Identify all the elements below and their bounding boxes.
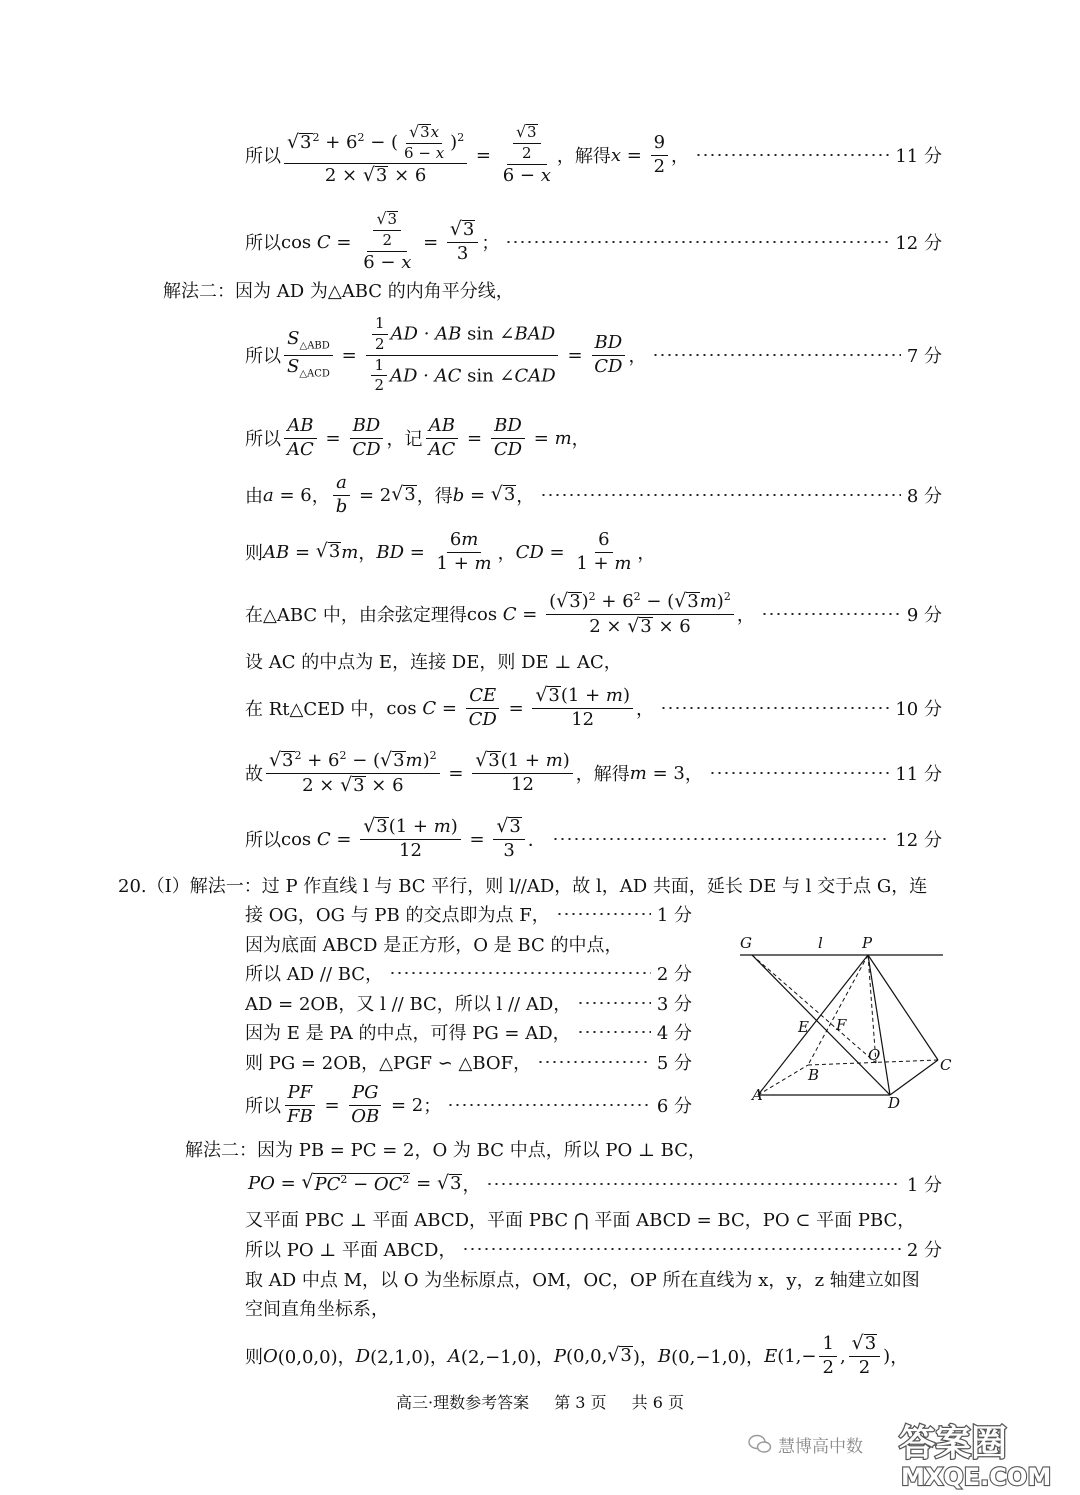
math-expression: √ 3 $^2 + 6^2$ − ( √ 3 m)$^2$ 2 × √ 3 × 6 = √ 3 (1 + m) 12 — [263, 750, 576, 796]
label-c: C — [940, 1056, 952, 1074]
line-8 — [0, 590, 1080, 637]
text: 所以 — [245, 429, 281, 450]
text: 所以 — [245, 1096, 281, 1117]
edge-go — [752, 955, 876, 1063]
math-expression: cos C = √ 3 (1 + m) 12 = √ 3 3 — [281, 817, 528, 861]
text: 解法二：因为 PB = PC = 2，O 为 BC 中点，所以 PO ⊥ BC， — [185, 1140, 706, 1161]
label-f: F — [836, 1016, 847, 1034]
line-5 — [0, 414, 1080, 460]
text: 又平面 PBC ⊥ 平面 ABCD，平面 PBC ⋂ 平面 ABCD = BC，PO ⊂ 平面 PBC， — [245, 1210, 916, 1231]
page-footer — [0, 1390, 1080, 1414]
score-label: 12 分 — [895, 233, 942, 254]
text: ， — [671, 146, 690, 167]
watermark-site: MXQE.COM — [901, 1463, 1052, 1491]
watermark-logo-text: 答案圈 — [899, 1423, 1008, 1464]
text: ， — [571, 429, 590, 450]
dot-leader — [462, 1248, 900, 1250]
text: ， — [628, 346, 647, 367]
math-expression: AB = √ 3 m ， BD = $\frac{6m}{1 + m}$ ， CD = $\frac{6}{1 + m}$ — [263, 528, 632, 574]
text: 取 AD 中点 M，以 O 为坐标原点，OM，OC，OP 所在直线为 x，y，z 轴建立如图 — [245, 1270, 920, 1291]
text: ； — [423, 1096, 442, 1117]
text: 设 AC 的中点为 E，连接 DE，则 DE ⊥ AC， — [245, 652, 622, 673]
dot-leader — [447, 1104, 651, 1106]
text: ； — [481, 233, 500, 254]
text: 则 — [245, 1347, 263, 1368]
dot-leader — [552, 838, 890, 840]
watermark-account: 慧博高中数 — [778, 1437, 863, 1457]
line-27 — [0, 1332, 1080, 1378]
text: 空间直角坐标系， — [245, 1299, 389, 1320]
score-label: 5 分 — [656, 1053, 692, 1074]
score-label: 10 分 — [895, 699, 942, 720]
text: 由 — [245, 486, 263, 507]
math-expression: cos C = √ 3 2 6 − x = √ 3 3 — [281, 211, 481, 272]
score-label: 1 分 — [656, 905, 692, 926]
score-label: 3 分 — [656, 994, 692, 1015]
dot-leader — [540, 494, 901, 496]
line-26 — [0, 1288, 1080, 1328]
footer-page: 第 3 页 — [554, 1393, 607, 1412]
text: 所以 PO ⊥ 平面 ABCD， — [245, 1240, 457, 1261]
wechat-icon — [748, 1434, 772, 1454]
dot-leader — [761, 613, 901, 615]
text: ， — [516, 486, 535, 507]
score-label: 11 分 — [895, 764, 942, 785]
text: 所以 — [245, 146, 281, 167]
score-label: 9 分 — [906, 605, 942, 626]
text: ， — [635, 699, 654, 720]
watermark-logo — [895, 1415, 1070, 1490]
label-g: G — [740, 934, 752, 952]
text: ， — [462, 1175, 481, 1196]
footer-title: 高三·理数参考答案 — [396, 1393, 530, 1412]
line-7 — [0, 528, 1080, 574]
text: ， — [736, 605, 755, 626]
edge-ab — [758, 1065, 808, 1095]
math-expression: cos C = ( √ 3 )$^2 + 6^2$ − ( √ 3 m)$^2$ 2 × √ 3 × 6 — [467, 591, 737, 637]
text: ，解得 — [575, 764, 630, 785]
score-label: 11 分 — [895, 146, 942, 167]
line-10 — [0, 684, 1080, 730]
text: ，解得 — [556, 146, 611, 167]
line-12 — [0, 815, 1080, 861]
label-b: B — [808, 1066, 820, 1084]
label-o: O — [868, 1046, 881, 1064]
text: ， — [311, 486, 330, 507]
line-20 — [0, 1081, 700, 1127]
dot-leader — [652, 354, 900, 356]
dot-leader — [660, 707, 889, 709]
text: ，记 — [386, 429, 423, 450]
text: 所以 AD // BC， — [245, 964, 384, 985]
dot-leader — [389, 972, 651, 974]
text: 因为 E 是 PA 的中点，可得 PG = AD， — [245, 1023, 571, 1044]
score-label: 7 分 — [906, 346, 942, 367]
line-6: 由 a = 6 ， $\frac{a}{b}$ = 2 √ 3 ，得 b = √ 3 ， 8 分 — [245, 471, 942, 517]
line-11: 故 √ 3 $^2 + 6^2$ − ( √ 3 m)$^2$ 2 × √ 3 × 6 = √ 3 (1 + m) 12 ，解得 m = 3 ， 11 分 — [245, 749, 942, 796]
text: 所以 — [245, 346, 281, 367]
math-expression: cos C = $\frac{CE}{CD}$ = √ 3 (1 + m) 12 — [386, 686, 636, 730]
score-label: 4 分 — [656, 1023, 692, 1044]
math-expression: $\frac{PF}{FB}$ = $\frac{PG}{OB}$ = 2 — [281, 1084, 423, 1127]
score-label: 8 分 — [906, 486, 942, 507]
math-expression: O (0,0,0)， D (2,1,0)， A (2,−1,0)， P (0,0, √ 3 )， B (0,−1,0)， E (1,− $\frac{1}{2}$ , √ 3 2 ) — [263, 1332, 891, 1378]
label-l: l — [818, 934, 823, 952]
label-p: P — [862, 934, 873, 952]
text: 故 — [245, 764, 263, 785]
line-19 — [0, 1042, 700, 1082]
dot-leader — [505, 241, 889, 243]
label-d: D — [888, 1094, 901, 1112]
math-expression: PO = √ $PC^2 - OC^2$ = √ 3 — [248, 1171, 462, 1196]
text: 则 — [245, 543, 263, 564]
line-21 — [0, 1129, 1080, 1169]
text: 接 OG，OG 与 PB 的交点即为点 F， — [245, 905, 550, 926]
text: ，得 — [416, 486, 453, 507]
score-label: 1 分 — [906, 1175, 942, 1196]
math-expression: $\frac{S_{\triangle ABD}}{S_{\triangle ACD}}$ = $\frac{1}{2}$ AD · AB sin ∠BAD $\frac{1}{2}$ AD · AC sin ∠CAD = $\frac{BD}{CD}$ — [281, 316, 628, 394]
dot-leader — [486, 1183, 900, 1185]
label-e: E — [798, 1018, 809, 1036]
edge-pd — [868, 955, 890, 1095]
score-label: 2 分 — [656, 964, 692, 985]
line-1: 所以 √ 3 $^2 + 6^2$ − ( √ 3 x 6 − x )$^2$ 2 × √ 3 × 6 = √ 3 2 6 − x ，解得 x = $\frac{9}{2}$ ， 11 分 — [245, 121, 942, 187]
text: 所以 — [245, 830, 281, 851]
line-3 — [0, 270, 1080, 310]
dot-leader — [537, 1061, 651, 1063]
pyramid-figure — [738, 930, 952, 1112]
text: ． — [527, 830, 546, 851]
math-expression: $\frac{AB}{AC}$ = $\frac{BD}{CD}$ = m — [423, 417, 572, 460]
text: ， — [890, 1347, 909, 1368]
dot-leader — [577, 1002, 651, 1004]
text: 20.（I）解法一：过 P 作直线 l 与 BC 平行，则 l//AD，故 l，AD 共面，延长 DE 与 l 交于点 G，连 — [118, 876, 928, 897]
text: 在 Rt△CED 中， — [245, 699, 387, 720]
label-a: A — [752, 1086, 763, 1104]
text: ， — [684, 764, 703, 785]
dot-leader — [577, 1031, 651, 1033]
score-label: 2 分 — [906, 1240, 942, 1261]
edge-pc — [868, 955, 938, 1060]
dot-leader — [556, 913, 651, 915]
text: 所以 — [245, 233, 281, 254]
dot-leader — [695, 154, 889, 156]
text: ， — [637, 543, 656, 564]
text: 在△ABC 中，由余弦定理得 — [245, 605, 467, 626]
line-4 — [0, 314, 1080, 395]
math-expression: $\frac{AB}{AC}$ = $\frac{BD}{CD}$ — [281, 417, 387, 460]
text: 因为底面 ABCD 是正方形，O 是 BC 的中点， — [245, 935, 623, 956]
edge-dc — [890, 1060, 938, 1095]
score-label: 6 分 — [656, 1096, 692, 1117]
math-expression: √ 3 $^2 + 6^2$ − ( √ 3 x 6 − x )$^2$ 2 × √ 3 × 6 = √ 3 2 6 − x — [281, 124, 557, 186]
line-9 — [0, 641, 1080, 681]
text: AD = 2OB，又 l // BC，所以 l // AD， — [245, 994, 572, 1015]
dot-leader — [709, 772, 890, 774]
line-2 — [0, 209, 1080, 273]
score-label: 12 分 — [895, 830, 942, 851]
text: 则 PG = 2OB，△PGF ∽ △BOF， — [245, 1053, 532, 1074]
footer-total: 共 6 页 — [631, 1393, 684, 1412]
line-22 — [0, 1164, 1080, 1204]
text: 解法二：因为 AD 为△ABC 的内角平分线， — [163, 281, 514, 302]
